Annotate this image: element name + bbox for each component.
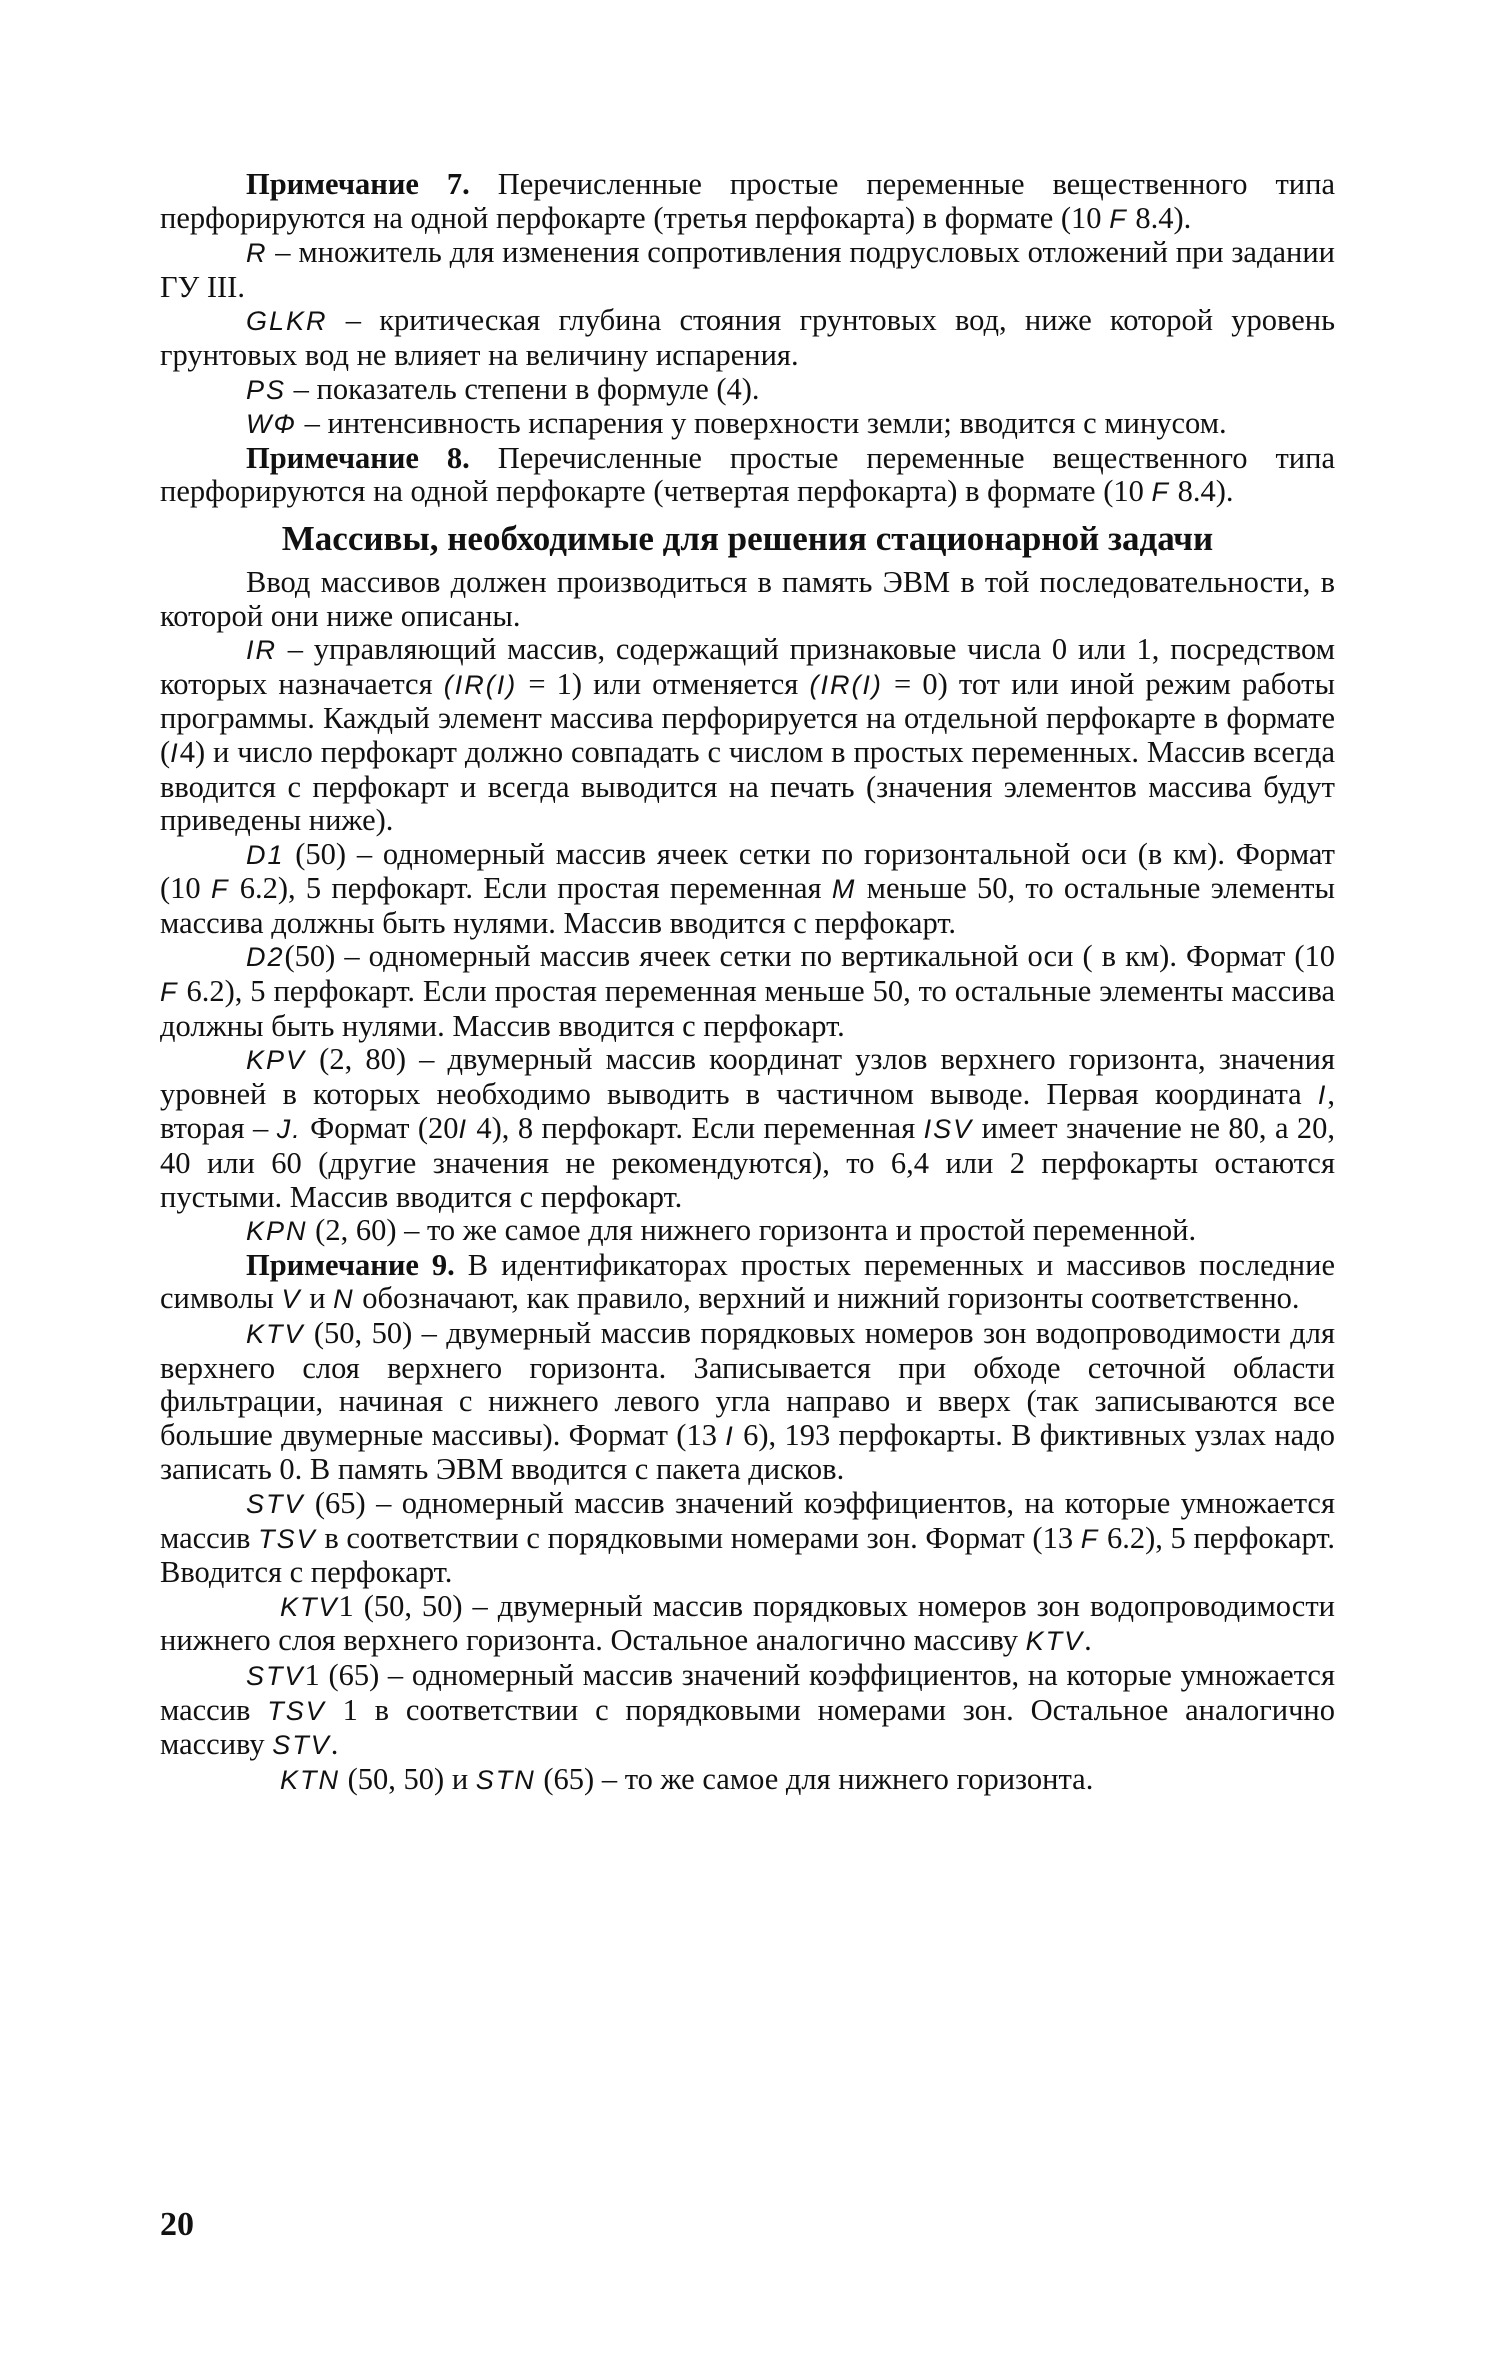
identifier: KPV — [246, 1045, 307, 1076]
definition-ktv1: KTV1 (50, 50) – двумерный массив порядковых номеров зон водопроводимости нижнего слоя верхнего горизонта. Остальное аналогично массиву KTV. — [160, 1588, 1335, 1658]
definition-glkr: GLKR – критическая глубина стояния грунтовых вод, ниже которой уровень грунтовых вод не влияет на величину испарения. — [160, 303, 1335, 372]
note-9: Примечание 9. В идентификаторах простых переменных и массивов последние символы V и N обозначают, как правило, верхний и нижний горизонты соответственно. — [160, 1247, 1335, 1316]
definition-ps: PS – показатель степени в формуле (4). — [246, 371, 760, 406]
definition-wf: WФ – интенсивность испарения у поверхности земли; вводится с минусом. — [246, 406, 1227, 441]
definition-ktn: KTN (50, 50) и STN (65) – то же самое для нижнего горизонта. — [280, 1761, 1094, 1796]
identifier: D2 — [246, 942, 285, 973]
definition-stv: STV (65) – одномерный массив значений коэффициентов, на которые умножается массив TSV в соответствии с порядковыми номерами зон. Формат (13 F 6.2), 5 перфокарт. Вводится с перфокарт. — [160, 1485, 1336, 1590]
section-heading: Массивы, необходимые для решения стационарной задачи — [281, 518, 1214, 558]
page-body — [160, 168, 1335, 1797]
definition-kpn: KPN (2, 60) – то же самое для нижнего горизонта и простой переменной. — [246, 1213, 1197, 1248]
definition-r: R – множитель для изменения сопротивления подрусловых отложений при задании ГУ III. — [160, 235, 1335, 304]
identifier: IR — [246, 635, 277, 666]
note-8-label: Примечание 8. — [246, 440, 470, 475]
identifier: STV — [246, 1488, 305, 1519]
identifier: STV — [246, 1660, 305, 1691]
definition-d1: D1 (50) – одномерный массив ячеек сетки по горизонтальной оси (в км). Формат (10 F 6.2), 5 перфокарт. Если простая переменная M меньше 50, то остальные элементы массива должны быть нулями. Массив вводится с перфокарт. — [160, 836, 1335, 940]
identifier: D1 — [246, 839, 285, 870]
note-8: Примечание 8. Перечисленные простые переменные вещественного типа перфорируются на одной перфокарте (четвертая перфокарта) в формате (10 F 8.4). — [160, 440, 1335, 509]
definition-stv1: STV1 (65) – одномерный массив значений коэффициентов, на которые умножается массив TSV 1 в соответствии с порядковыми номерами зон. Остальное аналогично массиву STV. — [160, 1657, 1335, 1762]
identifier: KTV — [246, 1319, 305, 1349]
identifier: KTN — [280, 1764, 340, 1795]
definition-ktv: KTV (50, 50) – двумерный массив порядковых номеров зон водопроводимости для верхнего слоя верхнего горизонта. Записывается при обходе сеточной области фильтрации, начиная с нижнего левого угла направо и вверх (так записываются все большие двумерные массивы). Формат (13 I 6), 193 перфокарты. В фиктивных узлах надо записать 0. В память ЭВМ вводится с пакета дисков. — [160, 1316, 1335, 1487]
definition-ir: IR – управляющий массив, содержащий признаковые числа 0 или 1, посредством которых назначается (IR(I) = 1) или отменяется (IR(I) = 0) тот или иной режим работы программы. Каждый элемент массива перфорируется на отдельной перфокарте в формате (I4) и число перфокарт должно совпадать с числом в простых переменных. Массив всегда вводится с перфокарт и всегда выводится на печать (значения элементов массива будут приведены ниже). — [160, 632, 1335, 838]
identifier: GLKR — [246, 306, 328, 337]
identifier: WФ — [246, 409, 297, 440]
page-number: 20 — [160, 2206, 194, 2243]
definition-d2: D2(50) – одномерный массив ячеек сетки по вертикальной оси ( в км). Формат (10 F 6.2), 5 перфокарт. Если простая переменная меньше 50, то остальные элементы массива должны быть нулями. Массив вводится с перфокарт. — [160, 939, 1335, 1043]
identifier: KPN — [246, 1216, 308, 1247]
note-7-label: Примечание 7. — [246, 167, 470, 201]
intro-paragraph: Ввод массивов должен производиться в память ЭВМ в той последовательности, в которой они ниже описаны. — [160, 564, 1335, 633]
definition-kpv: KPV (2, 80) – двумерный массив координат узлов верхнего горизонта, значения уровней в которых необходимо выводить в частичном выводе. Первая координата I, вторая – J. Формат (20I 4), 8 перфокарт. Если переменная ISV имеет значение не 80, а 20, 40 или 60 (другие значения не рекомендуются), то 6,4 или 2 перфокарты остаются пустыми. Массив вводится с перфокарт. — [160, 1042, 1336, 1214]
note-7: Примечание 7. Перечисленные простые переменные вещественного типа перфорируются на одной перфокарте (третья перфокарта) в формате (10 F 8.4). — [160, 167, 1335, 235]
identifier: PS — [246, 374, 287, 405]
note-9-label: Примечание 9. — [246, 1247, 455, 1282]
identifier: KTV — [280, 1591, 339, 1622]
identifier: R — [246, 238, 268, 269]
